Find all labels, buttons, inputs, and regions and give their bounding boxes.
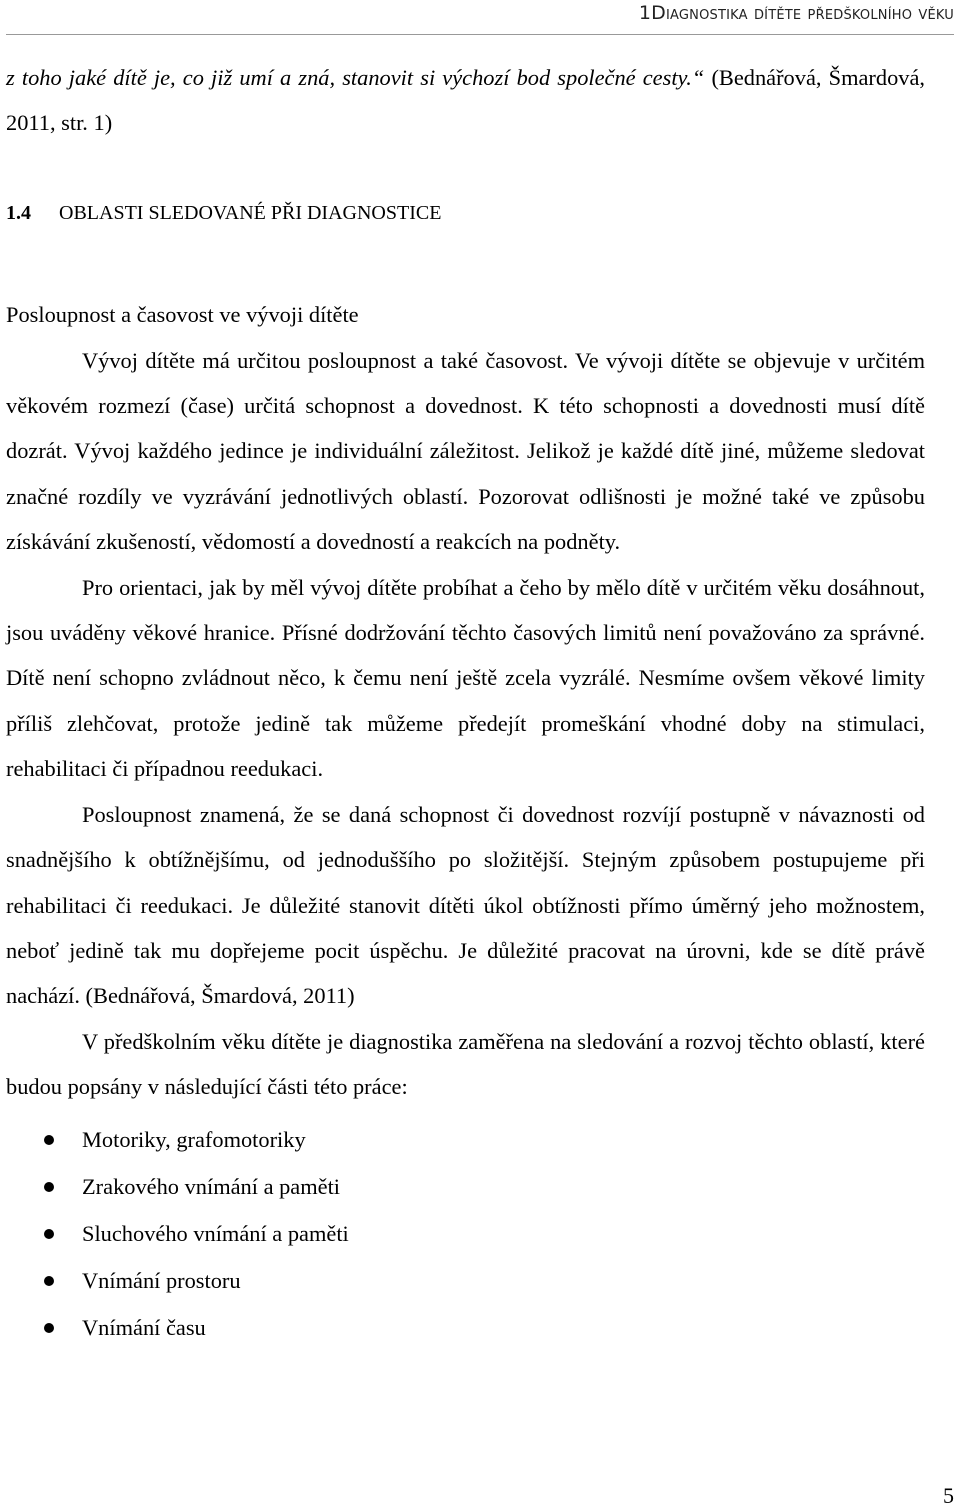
intro-citation: (Bednářová, Šmardová, 2011, str. 1) bbox=[6, 65, 925, 136]
paragraph-3: Posloupnost znamená, že se daná schopnost či dovednost rozvíjí postupně v návaznosti od snadnějšího k obtížnějšímu, od jednoduššího po složitější. Stejným způsobem postupujeme při rehabilitaci či reedukaci. Je důležité stanovit dítěti úkol obtížnosti přímo úměrný jeho možnostem, neboť jedině tak mu dopřejeme pocit úspěchu. Je důležité pracovat na úrovni, kde se dítě právě nachází. (Bednářová, Šmardová, 2011) bbox=[6, 801, 925, 1009]
list-item-text: Vnímání prostoru bbox=[82, 1267, 241, 1293]
subsection-title: Posloupnost a časovost ve vývoji dítěte bbox=[6, 302, 359, 328]
list-item-text: Zrakového vnímání a paměti bbox=[82, 1173, 341, 1199]
intro-quote: z toho jaké dítě je, co již umí a zná, stanovit si výchozí bod společné cesty.“ bbox=[6, 65, 705, 90]
paragraph-2: Pro orientaci, jak by měl vývoj dítěte probíhat a čeho by mělo dítě v určitém věku dosáhnout, jsou uváděny věkové hranice. Přísné dodržování těchto časových limitů není považováno za správné. Dítě není schopno zvládnout něco, k čemu není ještě zcela vyzrálé. Nesmíme ovšem věkové limity příliš zlehčovat, protože jedině tak můžeme předejít promeškání vhodné doby na stimulaci, rehabilitaci či případnou reedukaci. bbox=[6, 574, 925, 782]
section-heading bbox=[6, 191, 925, 236]
header-divider bbox=[6, 34, 954, 35]
bullet-icon bbox=[44, 1135, 54, 1145]
diagnostic-areas-list bbox=[6, 1116, 925, 1351]
paragraph-4: V předškolním věku dítěte je diagnostika zaměřena na sledování a rozvoj těchto oblastí, které budou popsány v následující části této práce: bbox=[6, 1028, 925, 1100]
section-title: OBLASTI SLEDOVANÉ PŘI DIAGNOSTICE bbox=[59, 201, 442, 224]
bullet-icon bbox=[44, 1229, 54, 1239]
page-content bbox=[6, 55, 925, 1351]
list-item-text: Motoriky, grafomotoriky bbox=[82, 1126, 306, 1152]
list-item bbox=[6, 1257, 925, 1304]
running-header bbox=[639, 2, 954, 24]
page-number: 5 bbox=[943, 1483, 954, 1508]
list-item bbox=[6, 1210, 925, 1257]
header-chapter-number: 1 bbox=[638, 2, 652, 24]
paragraph-1: Vývoj dítěte má určitou posloupnost a také časovost. Ve vývoji dítěte se objevuje v určitém věkovém rozmezí (čase) určitá schopnost a dovednost. K této schopnosti a dovednosti musí dítě dozrát. Vývoj každého jedince je individuální záležitost. Jelikož je každé dítě jiné, můžeme sledovat značné rozdíly ve vyzrávání jednotlivých oblastí. Pozorovat odlišnosti je možné také ve způsobu získávání zkušeností, vědomostí a dovedností a reakcích na podněty. bbox=[6, 347, 925, 555]
bullet-icon bbox=[44, 1323, 54, 1333]
bullet-icon bbox=[44, 1276, 54, 1286]
list-item-text: Vnímání času bbox=[82, 1314, 206, 1340]
intro-paragraph bbox=[6, 55, 925, 146]
section-number: 1.4 bbox=[6, 201, 31, 224]
list-item bbox=[6, 1304, 925, 1351]
bullet-icon bbox=[44, 1182, 54, 1192]
list-item-text: Sluchového vnímání a paměti bbox=[82, 1220, 349, 1246]
header-chapter-title: Diagnostika dítěte předškolního věku bbox=[651, 2, 954, 24]
list-item bbox=[6, 1116, 925, 1163]
list-item bbox=[6, 1163, 925, 1210]
